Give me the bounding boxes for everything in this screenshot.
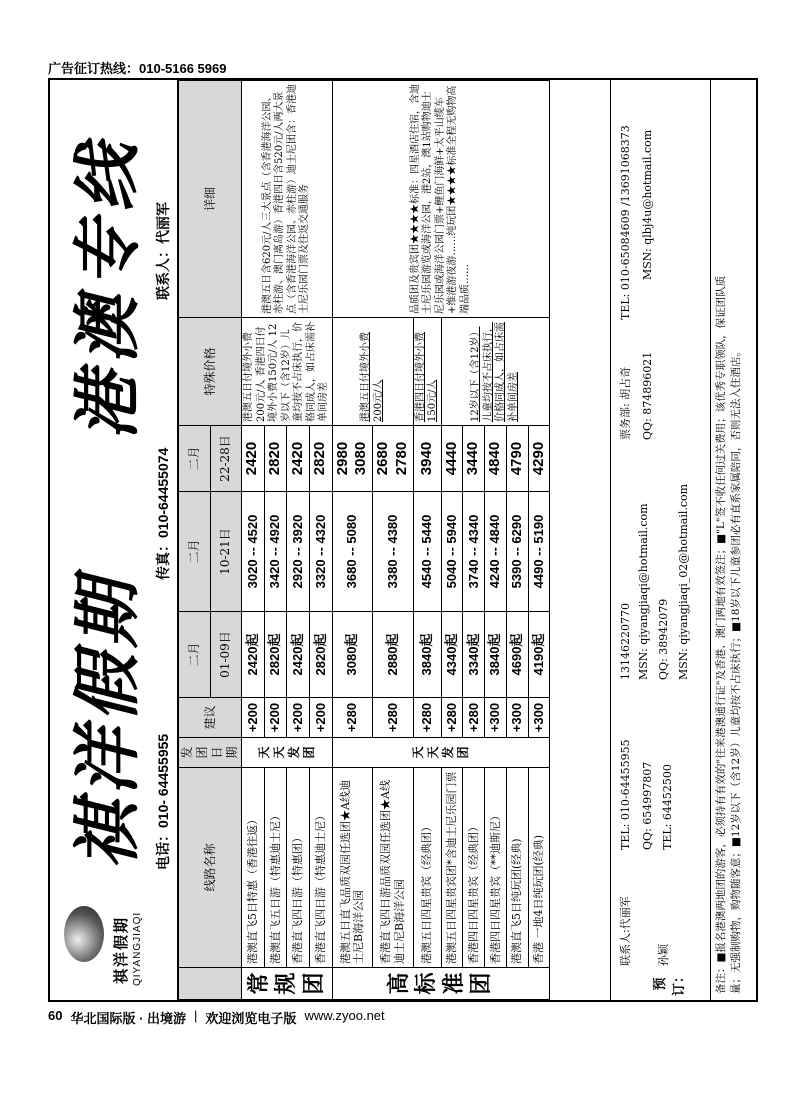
price-cell xyxy=(373,426,414,492)
contact-tel: TEL: 010-65084609 /13691068373 xyxy=(619,125,632,320)
category-regular: 常规团 xyxy=(242,968,333,1000)
price-cell: 2880起 xyxy=(373,612,414,698)
schedule-cell: 天天发团 xyxy=(332,738,550,768)
suggest-cell: +200 xyxy=(264,698,287,738)
contact-qq: QQ: 38942079 xyxy=(657,598,670,680)
suggest-cell: +300 xyxy=(506,698,528,738)
category-header xyxy=(179,968,242,1000)
detail-premium: 品质团及贵宾团★★★★标准：四星酒店住宿，含迪士尼乐园游览或海洋公园，港2站，澳1站购物迪士尼乐园或海洋公园门票+鲤鱼门海鲜+太平山缆车+维港游夜游……纯玩团★★★★标准全程无购物高端品质…… xyxy=(332,81,550,318)
booking-label: 预订： xyxy=(653,969,687,996)
price-cell: 3740 -- 4340 xyxy=(463,492,485,612)
price-cell: 4340起 xyxy=(441,612,463,698)
price-value: 2680 xyxy=(374,441,391,476)
contact-msn: MSN: qlbj4u@hotmail.com xyxy=(641,129,654,280)
price-cell: 3320 -- 4320 xyxy=(309,492,332,612)
contact-mobile: 13146220770 xyxy=(619,603,632,680)
price-cell: 2420起 xyxy=(242,612,265,698)
route-name: 港澳直飞五日游（特惠迪士尼） xyxy=(264,768,287,968)
contact-tel: TEL: 64452500 xyxy=(661,764,674,850)
price-cell xyxy=(332,426,373,492)
price-cell: 4190起 xyxy=(528,612,550,698)
suggest-cell: +200 xyxy=(242,698,265,738)
contact-qq: QQ: 874896021 xyxy=(641,351,654,440)
special-price-c: 12岁以下（含12岁）儿童均按不占床执行，价格同成人，如占床需补单间房差 xyxy=(441,318,550,426)
price-cell: 3420 -- 4920 xyxy=(264,492,287,612)
special-price-b: 香港四日付境外小费150元/人 xyxy=(413,318,441,426)
price-cell: 2420 xyxy=(242,426,265,492)
detail-header: 详细 xyxy=(179,81,242,318)
contact-tel: TEL: 010-64455955 xyxy=(619,739,632,850)
contact-qq: QQ: 654997807 xyxy=(641,761,654,850)
ad-frame xyxy=(48,78,758,1002)
price-cell: 4290 xyxy=(528,426,550,492)
price-cell: 4240 -- 4840 xyxy=(485,492,507,612)
brand-logo xyxy=(58,880,158,990)
tagline: 欢迎浏览电子版 xyxy=(205,1011,297,1026)
price-cell: 3020 -- 4520 xyxy=(242,492,265,612)
contact-name: 票务部: 胡占奇 xyxy=(619,366,632,440)
booking-section xyxy=(610,80,710,1000)
month1-header: 二月 xyxy=(179,612,211,698)
route-name: 香港直飞四日游品质双园任选团★A线迪士尼B海洋公园 xyxy=(373,768,414,968)
price-cell: 3080起 xyxy=(332,612,373,698)
price-cell: 3840起 xyxy=(485,612,507,698)
contact-name: 孙颖 xyxy=(657,944,670,966)
price-cell: 3340起 xyxy=(463,612,485,698)
price-cell: 2820起 xyxy=(309,612,332,698)
price-cell: 4840 xyxy=(485,426,507,492)
price-cell: 2820起 xyxy=(264,612,287,698)
special-price-regular: 港澳五日付境外小费200元/人 香港四日付境外小费150元/人 12岁以下（含12岁）儿童均按不占床执行，价格同成人，如占床需补单间房差 xyxy=(242,318,333,426)
month3-header: 二月 xyxy=(179,426,211,492)
suggest-cell: +300 xyxy=(528,698,550,738)
table-header-row xyxy=(179,81,211,1000)
logo-chinese: 祺洋假期 xyxy=(112,915,130,984)
route-name: 香港直飞四日游（特惠迪士尼） xyxy=(309,768,332,968)
price-cell: 5040 -- 5940 xyxy=(441,492,463,612)
suggest-header: 建议 xyxy=(179,698,242,738)
price-value: 2780 xyxy=(392,441,410,476)
page-footer xyxy=(48,1008,385,1027)
contact-msn: MSN: qiyangjiaqi_02@hotmail.com xyxy=(677,483,690,680)
category-premium: 高标准团 xyxy=(332,968,550,1000)
price-cell: 3940 xyxy=(413,426,441,492)
special-header: 特殊价格 xyxy=(179,318,242,426)
price-cell: 3840起 xyxy=(413,612,441,698)
page-number: 60 xyxy=(48,1008,63,1023)
notes xyxy=(710,80,756,1000)
contact-tel: 电话：010- 64455955 xyxy=(155,733,171,870)
contact-msn: MSN: qiyangjiaqi@hotmail.com xyxy=(637,503,650,680)
contact-line xyxy=(150,80,176,1000)
suggest-cell: +280 xyxy=(413,698,441,738)
days3-header: 22-28日 xyxy=(210,426,242,492)
schedule-header: 发团日期 xyxy=(179,738,242,768)
route-name: 港澳直飞5日特惠（香港往返） xyxy=(242,768,265,968)
price-cell: 2820 xyxy=(264,426,287,492)
price-value: 2980 xyxy=(333,441,351,476)
route-name: 港澳五日四星贵宾（经典团） xyxy=(413,768,441,968)
logo-english: QIYANGJIAQI xyxy=(132,911,143,986)
suggest-cell: +200 xyxy=(287,698,310,738)
price-cell: 4440 xyxy=(441,426,463,492)
special-price-a: 港澳五日付境外小费200元/人 xyxy=(332,318,413,426)
suggest-cell: +280 xyxy=(463,698,485,738)
route-name: 港澳五日直飞品质双园任选团★A线迪士尼B海洋公园 xyxy=(332,768,373,968)
route-name: 香港 一地4日纯玩团(经典) xyxy=(528,768,550,968)
schedule-cell: 天天发团 xyxy=(242,738,333,768)
rotated-sheet xyxy=(50,80,756,1000)
price-cell: 4540 -- 5440 xyxy=(413,492,441,612)
price-cell: 5390 -- 6290 xyxy=(506,492,528,612)
suggest-cell: +200 xyxy=(309,698,332,738)
route-header: 线路名称 xyxy=(179,768,242,968)
suggest-cell: +300 xyxy=(485,698,507,738)
route-name: 港澳直飞5日纯玩团(经典) xyxy=(506,768,528,968)
price-cell: 2420起 xyxy=(287,612,310,698)
price-cell: 3440 xyxy=(463,426,485,492)
table-row xyxy=(332,81,373,1000)
price-cell: 4790 xyxy=(506,426,528,492)
brand-title: 祺洋假期 xyxy=(68,573,148,870)
edition: 华北国际版 · 出境游 xyxy=(70,1011,187,1026)
suggest-cell: +280 xyxy=(441,698,463,738)
price-cell: 4490 -- 5190 xyxy=(528,492,550,612)
suggest-cell: +280 xyxy=(373,698,414,738)
detail-regular: 港澳五日含620元/人三大景点（含香港海洋公园、赤柱游、澳门离岛游）香港四日含520元/人两大景点（含香港海洋公园、赤柱游）迪士尼团含：香港迪士尼乐园门票及往返交通服务 xyxy=(242,81,333,318)
route-name: 香港四日四星贵宾（经典团） xyxy=(463,768,485,968)
notes-line: 备注：■报名港澳两地团的游客，必须持有有效的"往来港澳通行证"及香港、澳门两地有效签注；■"L"签不收任何过关费用；该优秀专职领队，保证团队质 xyxy=(715,275,727,994)
price-value: 3080 xyxy=(352,441,370,476)
route-name: 香港直飞四日游（特惠团） xyxy=(287,768,310,968)
route-name: 香港四日四星贵宾（**迪斯尼） xyxy=(485,768,507,968)
price-cell: 2420 xyxy=(287,426,310,492)
month2-header: 二月 xyxy=(179,492,211,612)
logo-emblem-icon xyxy=(64,906,104,962)
ad-hotline: 广告征订热线：010-5166 5969 xyxy=(48,61,227,76)
price-cell: 4690起 xyxy=(506,612,528,698)
separator: | xyxy=(194,1008,198,1023)
suggest-cell: +280 xyxy=(332,698,373,738)
contact-name: 联系人:代丽军 xyxy=(619,896,632,966)
days1-header: 01-09日 xyxy=(210,612,242,698)
ad-header xyxy=(50,80,178,1000)
days2-header: 10-21日 xyxy=(210,492,242,612)
contact-fax: 传真：010-64455074 xyxy=(155,447,171,580)
price-cell: 3680 -- 5080 xyxy=(332,492,373,612)
price-cell: 3380 -- 4380 xyxy=(373,492,414,612)
table-row xyxy=(242,81,265,1000)
contact-person: 联系人：代丽军 xyxy=(155,202,171,300)
notes-line: 量；无强制购物，购物随客意；■12岁以下（含12岁）儿童均按不占床执行；■18岁以下儿童参团必有直系家属陪同，否则无法入住酒店。 xyxy=(730,346,743,994)
price-cell: 2820 xyxy=(309,426,332,492)
website-link[interactable]: www.zyoo.net xyxy=(304,1008,385,1023)
route-name: 港澳五日四星贵宾团*含迪士尼乐园门票 xyxy=(441,768,463,968)
price-table xyxy=(178,80,550,1000)
price-cell: 2920 -- 3920 xyxy=(287,492,310,612)
product-title: 港澳专线 xyxy=(68,135,148,440)
